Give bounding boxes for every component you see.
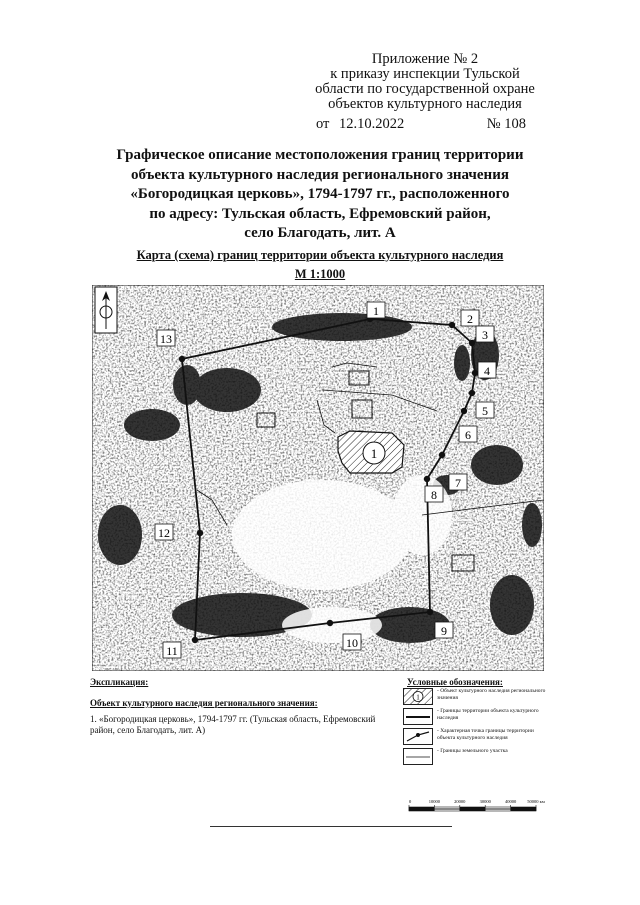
explication-subtitle: Объект культурного наследия регионального значения: (90, 698, 318, 708)
point-label: 9 (441, 624, 447, 638)
order-line (316, 116, 526, 133)
document-title (80, 146, 560, 244)
point-label: 4 (484, 364, 490, 378)
boundary-point (197, 530, 203, 536)
legend (403, 688, 546, 768)
boundary-point (179, 356, 185, 362)
point-symbol-icon (403, 728, 433, 745)
boundary-point (472, 370, 478, 376)
point-label: 6 (465, 428, 471, 442)
legend-label: - Границы территории объекта культурного наследия (437, 708, 539, 721)
boundary-point (424, 476, 430, 482)
boundary-point (469, 340, 475, 346)
title-line: по адресу: Тульская область, Ефремовский район, (149, 205, 491, 222)
point-label: 3 (482, 328, 488, 342)
boundary-point (192, 637, 198, 643)
scale-tick-label: 40000 (504, 799, 517, 804)
legend-title: Условные обозначения: (407, 677, 503, 687)
boundary-point (327, 620, 333, 626)
explication-item: 1. «Богородицкая церковь», 1794-1797 гг. (Тульская область, Ефремовский район, село Благодать, лит. А) (90, 714, 376, 735)
scale-tick-label: 10000 (428, 799, 441, 804)
title-line: село Благодать, лит. А (244, 225, 396, 241)
legend-row (403, 728, 543, 745)
appendix-line: к приказу инспекции Тульской (330, 66, 520, 82)
boundary-line-icon (403, 708, 433, 725)
boundary-point (427, 609, 433, 615)
boundary-point (439, 452, 445, 458)
map-scale: М 1:1000 (294, 267, 346, 281)
legend-label: - Объект культурного наследия регионального значения (437, 688, 546, 701)
order-date-prefix: от (316, 116, 330, 132)
point-label: 8 (431, 488, 437, 502)
point-label: 13 (160, 332, 172, 346)
title-line: объекта культурного наследия регионального значения (131, 166, 509, 183)
appendix-block (290, 52, 560, 112)
boundary-point (449, 322, 455, 328)
explication-title: Экспликация: (90, 677, 149, 687)
legend-label: - Границы земельного участка (437, 748, 508, 754)
title-line: Графическое описание местоположения границ территории (116, 147, 524, 163)
point-label: 12 (158, 526, 170, 540)
scale-tick-label: 0 (409, 799, 412, 804)
appendix-line: области по государственной охране (315, 81, 535, 97)
footer-rule (210, 826, 452, 827)
point-label: 11 (166, 644, 178, 658)
scale-bar (405, 797, 545, 824)
appendix-line: Приложение № 2 (371, 51, 479, 67)
map-caption: Карта (схема) границ территории объекта культурного наследия (136, 248, 504, 262)
appendix-line: объектов культурного наследия (328, 96, 522, 112)
point-label: 1 (373, 304, 379, 318)
map-svg (92, 285, 544, 671)
title-line: «Богородицкая церковь», 1794-1797 гг., расположенного (130, 186, 510, 202)
north-arrow-icon (95, 287, 117, 333)
object-label: 1 (370, 446, 378, 461)
legend-symbol-label: 1 (416, 693, 420, 702)
point-label: 2 (467, 312, 473, 326)
parcel-line-icon (403, 748, 433, 765)
scale-tick-label: 20000 (454, 799, 466, 804)
map-caption-block (100, 246, 540, 284)
boundary-point (469, 390, 475, 396)
legend-label: - Характерная точка границы территории объекта культурного наследия (437, 728, 534, 741)
object-symbol-icon (403, 688, 433, 705)
point-label: 5 (482, 404, 488, 418)
legend-row (403, 708, 543, 725)
scale-tick-label: 50000 км (527, 799, 545, 804)
point-label: 10 (346, 636, 358, 650)
point-label: 7 (455, 476, 461, 490)
boundary-map (92, 285, 544, 671)
scale-tick-label: 30000 (479, 799, 491, 804)
legend-row (403, 748, 543, 765)
order-number: № 108 (486, 116, 526, 132)
legend-row (403, 688, 546, 705)
order-date: 12.10.2022 (339, 116, 405, 132)
scale-bar-svg (405, 797, 545, 819)
boundary-point (461, 408, 467, 414)
